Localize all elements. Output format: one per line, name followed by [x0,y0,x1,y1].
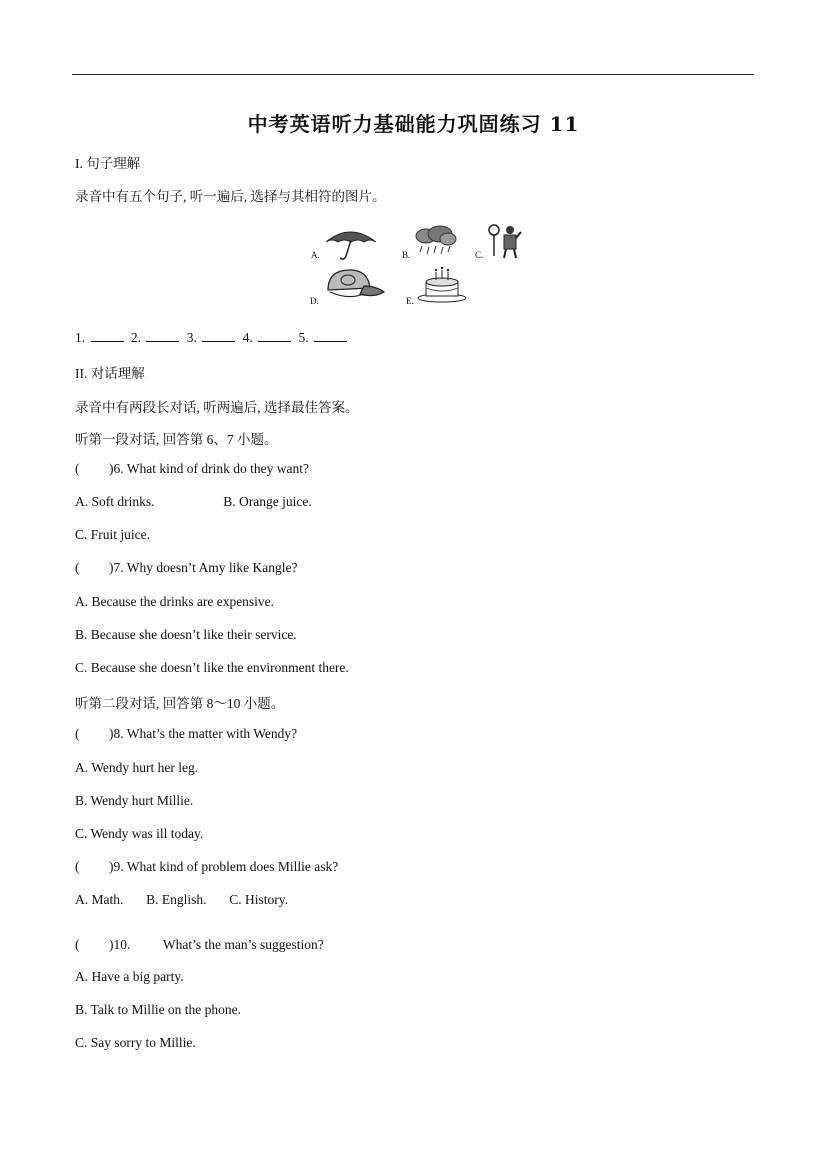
cap-icon [324,266,386,302]
option-c: C. Because she doesn’t like the environment there. [75,660,349,675]
answer-blank-4[interactable] [258,329,291,342]
picture-options [300,220,540,310]
option-a: A. Because the drinks are expensive. [75,594,275,609]
answer-paren[interactable]: ( [75,937,80,952]
answer-number: 5. [298,330,309,345]
answer-blank-2[interactable] [146,329,179,342]
q9-options [75,892,288,908]
option-b: B. English. [146,892,207,907]
section1-instruction: 录音中有五个句子, 听一遍后, 选择与其相符的图片。 [75,189,386,204]
option-b: B. Because she doesn’t like their service. [75,627,297,642]
answer-blank-3[interactable] [202,329,235,342]
option-c: C. Wendy was ill today. [75,826,204,841]
man-with-magnifier-icon [488,222,524,260]
section2-instruction: 录音中有两段长对话, 听两遍后, 选择最佳答案。 [75,400,359,415]
option-a: A. Have a big party. [75,969,184,984]
question-text: )7. Why doesn’t Amy like Kangle? [109,560,298,575]
picture-label-d: D. [310,296,319,306]
question-7 [75,560,297,576]
question-text: )6. What kind of drink do they want? [109,461,309,476]
option-c: C. History. [229,892,289,907]
question-number: )10. [109,937,131,952]
option-a: A. Math. [75,892,124,907]
section2-heading: II. 对话理解 [75,366,145,381]
picture-label-a: A. [311,250,320,260]
answer-paren[interactable]: ( [75,726,80,741]
picture-label-c: C. [475,250,484,260]
answer-paren[interactable]: ( [75,560,80,575]
rain-cloud-icon [412,224,458,258]
question-6 [75,461,309,477]
header-rule [72,74,754,75]
answer-number: 1. [75,330,86,345]
answer-blank-1[interactable] [91,329,124,342]
section1-heading: I. 句子理解 [75,156,141,171]
q6-options [75,494,312,510]
question-8 [75,726,297,742]
option-b: B. Wendy hurt Millie. [75,793,194,808]
option-b: B. Talk to Millie on the phone. [75,1002,242,1017]
page-title: 中考英语听力基础能力巩固练习 11 [247,112,580,136]
answer-blanks [75,329,351,346]
answer-number: 2. [130,330,141,345]
umbrella-icon [322,226,378,262]
answer-blank-5[interactable] [314,329,347,342]
option-b: B. Orange juice. [223,494,312,509]
answer-number: 3. [186,330,197,345]
picture-label-b: B. [402,250,411,260]
question-10 [75,937,324,953]
question-text: What’s the man’s suggestion? [162,937,324,952]
option-c: C. Say sorry to Millie. [75,1035,196,1050]
question-text: )8. What’s the matter with Wendy? [109,726,298,741]
option-c: C. Fruit juice. [75,527,150,542]
dialogue2-intro: 听第二段对话, 回答第 8～10 小题。 [75,696,285,711]
option-a: A. Wendy hurt her leg. [75,760,199,775]
answer-number: 4. [242,330,253,345]
option-a: A. Soft drinks. [75,494,155,509]
question-text: )9. What kind of problem does Millie ask? [109,859,339,874]
answer-paren[interactable]: ( [75,859,80,874]
birthday-cake-icon [416,264,468,304]
dialogue1-intro: 听第一段对话, 回答第 6、7 小题。 [75,432,278,447]
picture-label-e: E. [406,296,414,306]
question-9 [75,859,338,875]
answer-paren[interactable]: ( [75,461,80,476]
